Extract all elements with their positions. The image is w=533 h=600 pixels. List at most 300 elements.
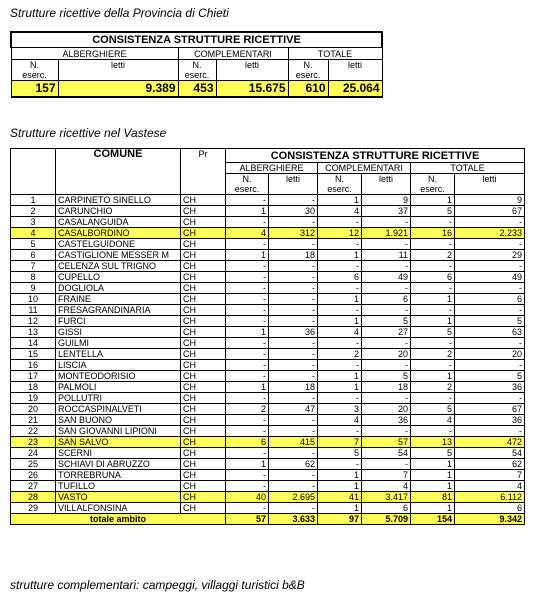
row-value: 7 <box>455 470 525 481</box>
row-value: - <box>318 459 362 470</box>
col-n: N. eserc. <box>318 174 362 195</box>
row-value: 27 <box>362 327 411 338</box>
row-index: 9 <box>11 283 56 294</box>
row-value: 4 <box>362 481 411 492</box>
row-value: - <box>269 195 318 206</box>
total-cell: 5.709 <box>362 514 411 525</box>
row-pr: CH <box>181 481 226 492</box>
row-value: 13 <box>411 437 455 448</box>
row-comune: SCERNI <box>56 448 181 459</box>
row-value: 11 <box>362 250 411 261</box>
row-value: - <box>269 371 318 382</box>
table-row <box>11 415 525 426</box>
row-pr: CH <box>181 393 226 404</box>
row-value: 29 <box>455 250 525 261</box>
row-value: 2 <box>411 250 455 261</box>
row-comune: TORREBRUNA <box>56 470 181 481</box>
row-value: - <box>455 305 525 316</box>
row-value: 1 <box>226 382 269 393</box>
col-letti: letti <box>362 174 411 195</box>
row-value: 1 <box>411 481 455 492</box>
row-index: 11 <box>11 305 56 316</box>
table-vastese <box>10 148 525 525</box>
row-value: 2 <box>411 382 455 393</box>
row-value: - <box>411 426 455 437</box>
row-pr: CH <box>181 459 226 470</box>
col-n: N. eserc. <box>288 60 328 81</box>
row-value: 1 <box>411 371 455 382</box>
col-pr-header: Pr <box>181 149 226 195</box>
row-value: - <box>226 415 269 426</box>
table-row <box>11 459 525 470</box>
row-value: 6 <box>362 294 411 305</box>
row-comune: FRAINE <box>56 294 181 305</box>
row-index: 19 <box>11 393 56 404</box>
table-row <box>11 206 525 217</box>
row-value: 2.233 <box>455 228 525 239</box>
row-value: - <box>318 261 362 272</box>
row-index: 24 <box>11 448 56 459</box>
row-value: - <box>411 239 455 250</box>
group-header: ALBERGHIERE <box>226 163 318 174</box>
row-value: - <box>362 261 411 272</box>
row-value: - <box>411 338 455 349</box>
row-value: 6 <box>318 272 362 283</box>
row-value: - <box>455 217 525 228</box>
row-value: - <box>269 426 318 437</box>
row-value: 4 <box>318 206 362 217</box>
value-cell: 610 <box>288 81 328 98</box>
row-value: - <box>269 349 318 360</box>
row-index: 16 <box>11 360 56 371</box>
row-pr: CH <box>181 470 226 481</box>
group-header: ALBERGHIERE <box>11 48 178 60</box>
col-letti: letti <box>216 60 288 81</box>
row-value: 1 <box>411 459 455 470</box>
row-comune: MONTEODORISIO <box>56 371 181 382</box>
row-value: 18 <box>269 250 318 261</box>
row-value: - <box>269 305 318 316</box>
row-index: 12 <box>11 316 56 327</box>
row-value: - <box>362 305 411 316</box>
row-value: 54 <box>455 448 525 459</box>
row-comune: CUPELLO <box>56 272 181 283</box>
row-value: - <box>411 305 455 316</box>
row-value: - <box>226 393 269 404</box>
row-value: 6 <box>411 272 455 283</box>
row-value: 312 <box>269 228 318 239</box>
row-value: 49 <box>362 272 411 283</box>
row-value: - <box>269 217 318 228</box>
col-n: N. eserc. <box>226 174 269 195</box>
row-value: - <box>269 239 318 250</box>
table-row <box>11 393 525 404</box>
row-value: - <box>318 393 362 404</box>
row-value: 5 <box>362 371 411 382</box>
row-value: 36 <box>269 327 318 338</box>
row-value: 54 <box>362 448 411 459</box>
row-value: - <box>269 338 318 349</box>
table-row <box>11 228 525 239</box>
row-value: 2 <box>226 404 269 415</box>
row-value: 5 <box>411 448 455 459</box>
row-index: 26 <box>11 470 56 481</box>
row-pr: CH <box>181 415 226 426</box>
value-cell: 453 <box>178 81 216 98</box>
row-value: - <box>226 360 269 371</box>
row-value: - <box>455 338 525 349</box>
row-comune: POLLUTRI <box>56 393 181 404</box>
row-index: 20 <box>11 404 56 415</box>
col-comune-header: COMUNE <box>56 149 181 195</box>
row-value: - <box>362 459 411 470</box>
table-row <box>11 316 525 327</box>
row-pr: CH <box>181 272 226 283</box>
table-row <box>11 349 525 360</box>
row-value: - <box>318 239 362 250</box>
row-comune: CASALANGUIDA <box>56 217 181 228</box>
row-value: 12 <box>318 228 362 239</box>
row-pr: CH <box>181 437 226 448</box>
row-comune: GUILMI <box>56 338 181 349</box>
row-value: 37 <box>362 206 411 217</box>
row-value: - <box>318 426 362 437</box>
row-comune: LISCIA <box>56 360 181 371</box>
row-index: 28 <box>11 492 56 503</box>
row-index: 25 <box>11 459 56 470</box>
row-value: 4 <box>318 415 362 426</box>
table-row <box>11 195 525 206</box>
total-cell: 9.342 <box>455 514 525 525</box>
row-value: 1 <box>318 371 362 382</box>
row-pr: CH <box>181 305 226 316</box>
row-value: 5 <box>362 316 411 327</box>
col-n: N. eserc. <box>178 60 216 81</box>
row-value: 2.695 <box>269 492 318 503</box>
row-value: 3 <box>318 404 362 415</box>
row-value: 1 <box>411 503 455 514</box>
totals-row <box>11 81 382 98</box>
row-value: - <box>269 415 318 426</box>
value-cell: 9.389 <box>58 81 178 98</box>
row-value: - <box>362 426 411 437</box>
row-comune: CASALBORDINO <box>56 228 181 239</box>
table-row <box>11 426 525 437</box>
row-comune: SAN GIOVANNI LIPIONI <box>56 426 181 437</box>
row-value: 81 <box>411 492 455 503</box>
row-value: 62 <box>455 459 525 470</box>
row-pr: CH <box>181 217 226 228</box>
caption-vastese: Strutture ricettive nel Vastese <box>10 126 167 140</box>
row-comune: SAN SALVO <box>56 437 181 448</box>
row-value: - <box>411 283 455 294</box>
table-row <box>11 305 525 316</box>
row-pr: CH <box>181 316 226 327</box>
row-value: 41 <box>318 492 362 503</box>
row-index: 21 <box>11 415 56 426</box>
row-value: - <box>269 503 318 514</box>
row-pr: CH <box>181 426 226 437</box>
row-value: - <box>226 261 269 272</box>
table-row <box>11 283 525 294</box>
row-value: - <box>269 448 318 459</box>
row-value: - <box>318 360 362 371</box>
row-value: - <box>226 283 269 294</box>
row-value: 40 <box>226 492 269 503</box>
total-label: totale ambito <box>11 514 226 525</box>
row-value: - <box>226 316 269 327</box>
row-comune: FURCI <box>56 316 181 327</box>
row-value: 6 <box>455 503 525 514</box>
row-index: 13 <box>11 327 56 338</box>
row-value: 1 <box>318 294 362 305</box>
table-row <box>11 448 525 459</box>
table-row <box>11 470 525 481</box>
row-value: - <box>226 294 269 305</box>
table-row <box>11 382 525 393</box>
row-value: 1 <box>318 195 362 206</box>
row-comune: PALMOLI <box>56 382 181 393</box>
row-comune: ROCCASPINALVETI <box>56 404 181 415</box>
table-title: CONSISTENZA STRUTTURE RICETTIVE <box>226 149 525 163</box>
row-value: 20 <box>455 349 525 360</box>
row-value: 63 <box>455 327 525 338</box>
table-row <box>11 437 525 448</box>
row-value: - <box>455 426 525 437</box>
row-value: - <box>411 393 455 404</box>
row-comune: CARUNCHIO <box>56 206 181 217</box>
row-value: 5 <box>455 316 525 327</box>
total-cell: 97 <box>318 514 362 525</box>
row-pr: CH <box>181 338 226 349</box>
row-pr: CH <box>181 448 226 459</box>
row-pr: CH <box>181 360 226 371</box>
row-pr: CH <box>181 261 226 272</box>
row-value: - <box>269 272 318 283</box>
row-index: 15 <box>11 349 56 360</box>
row-value: 1 <box>318 503 362 514</box>
col-letti: letti <box>58 60 178 81</box>
row-value: 16 <box>411 228 455 239</box>
col-n: N. eserc. <box>411 174 455 195</box>
row-value: 6 <box>226 437 269 448</box>
row-value: - <box>226 426 269 437</box>
row-pr: CH <box>181 371 226 382</box>
row-value: 1 <box>226 206 269 217</box>
row-value: - <box>455 360 525 371</box>
row-value: 30 <box>269 206 318 217</box>
row-value: - <box>226 195 269 206</box>
row-pr: CH <box>181 283 226 294</box>
row-index: 6 <box>11 250 56 261</box>
table-title: CONSISTENZA STRUTTURE RICETTIVE <box>11 32 382 48</box>
total-cell: 154 <box>411 514 455 525</box>
row-index: 23 <box>11 437 56 448</box>
group-header: TOTALE <box>288 48 382 60</box>
row-index: 22 <box>11 426 56 437</box>
row-value: 5 <box>318 448 362 459</box>
row-value: 6 <box>455 294 525 305</box>
row-value: - <box>455 239 525 250</box>
row-comune: VILLALFONSINA <box>56 503 181 514</box>
row-value: - <box>411 360 455 371</box>
row-value: - <box>455 393 525 404</box>
row-value: 1 <box>318 481 362 492</box>
row-value: 3.417 <box>362 492 411 503</box>
col-letti: letti <box>328 60 382 81</box>
row-pr: CH <box>181 195 226 206</box>
table-row <box>11 294 525 305</box>
row-value: 4 <box>226 228 269 239</box>
row-value: 1 <box>411 316 455 327</box>
value-cell: 15.675 <box>216 81 288 98</box>
row-value: 1 <box>318 470 362 481</box>
table-row <box>11 371 525 382</box>
total-cell: 57 <box>226 514 269 525</box>
row-pr: CH <box>181 492 226 503</box>
table-row <box>11 250 525 261</box>
row-value: - <box>226 338 269 349</box>
row-value: 7 <box>362 470 411 481</box>
row-value: - <box>269 294 318 305</box>
row-value: 1 <box>318 316 362 327</box>
row-value: 1 <box>318 382 362 393</box>
row-pr: CH <box>181 349 226 360</box>
row-value: 6 <box>362 503 411 514</box>
row-value: 2 <box>411 349 455 360</box>
row-value: - <box>411 261 455 272</box>
footnote: strutture complementari: campeggi, villaggi turistici b&B <box>10 578 305 592</box>
table-row <box>11 492 525 503</box>
row-value: 36 <box>455 382 525 393</box>
row-index: 18 <box>11 382 56 393</box>
row-pr: CH <box>181 239 226 250</box>
row-value: 5 <box>455 371 525 382</box>
table-row <box>11 272 525 283</box>
row-value: 9 <box>455 195 525 206</box>
col-n: N. eserc. <box>11 60 58 81</box>
row-pr: CH <box>181 294 226 305</box>
col-letti: letti <box>455 174 525 195</box>
row-value: 472 <box>455 437 525 448</box>
row-value: 1 <box>226 459 269 470</box>
row-value: 1 <box>318 250 362 261</box>
row-comune: CASTIGLIONE MESSER M <box>56 250 181 261</box>
row-comune: LENTELLA <box>56 349 181 360</box>
table-row <box>11 360 525 371</box>
row-value: - <box>269 261 318 272</box>
row-value: 1 <box>411 294 455 305</box>
row-value: 57 <box>362 437 411 448</box>
row-value: 67 <box>455 206 525 217</box>
row-index: 5 <box>11 239 56 250</box>
row-pr: CH <box>181 250 226 261</box>
row-value: - <box>226 371 269 382</box>
row-comune: FRESAGRANDINARIA <box>56 305 181 316</box>
row-value: 6.112 <box>455 492 525 503</box>
group-header: TOTALE <box>411 163 525 174</box>
row-comune: SCHIAVI DI ABRUZZO <box>56 459 181 470</box>
row-value: - <box>455 261 525 272</box>
row-value: - <box>318 283 362 294</box>
row-comune: GISSI <box>56 327 181 338</box>
row-value: 47 <box>269 404 318 415</box>
table-row <box>11 261 525 272</box>
row-value: 20 <box>362 349 411 360</box>
value-cell: 25.064 <box>328 81 382 98</box>
row-value: 1 <box>411 195 455 206</box>
row-value: - <box>362 283 411 294</box>
row-value: 5 <box>411 327 455 338</box>
row-value: 36 <box>362 415 411 426</box>
row-comune: CARPINETO SINELLO <box>56 195 181 206</box>
row-index: 3 <box>11 217 56 228</box>
row-value: 9 <box>362 195 411 206</box>
row-index: 27 <box>11 481 56 492</box>
row-comune: DOGLIOLA <box>56 283 181 294</box>
table-row <box>11 327 525 338</box>
row-value: - <box>226 349 269 360</box>
row-comune: CASTELGUIDONE <box>56 239 181 250</box>
row-pr: CH <box>181 503 226 514</box>
row-index: 4 <box>11 228 56 239</box>
row-value: - <box>226 272 269 283</box>
row-value: - <box>226 239 269 250</box>
value-cell: 157 <box>11 81 58 98</box>
table-row <box>11 239 525 250</box>
row-value: - <box>362 217 411 228</box>
row-comune: VASTO <box>56 492 181 503</box>
row-pr: CH <box>181 404 226 415</box>
caption-provincia: Strutture ricettive della Provincia di Chieti <box>10 6 229 20</box>
row-value: 20 <box>362 404 411 415</box>
row-value: 4 <box>411 415 455 426</box>
row-value: - <box>226 448 269 459</box>
row-value: - <box>226 470 269 481</box>
row-value: 1 <box>226 250 269 261</box>
total-cell: 3.633 <box>269 514 318 525</box>
row-value: - <box>226 305 269 316</box>
row-value: 18 <box>362 382 411 393</box>
row-value: 49 <box>455 272 525 283</box>
row-value: - <box>362 393 411 404</box>
row-index: 29 <box>11 503 56 514</box>
row-comune: TUFILLO <box>56 481 181 492</box>
row-value: 67 <box>455 404 525 415</box>
row-pr: CH <box>181 327 226 338</box>
row-index: 2 <box>11 206 56 217</box>
row-value: - <box>362 239 411 250</box>
row-pr: CH <box>181 206 226 217</box>
row-value: - <box>269 481 318 492</box>
row-value: - <box>226 217 269 228</box>
row-value: 5 <box>411 404 455 415</box>
row-index: 8 <box>11 272 56 283</box>
row-index: 10 <box>11 294 56 305</box>
row-value: - <box>269 283 318 294</box>
group-header: COMPLEMENTARI <box>178 48 288 60</box>
col-index-header <box>11 149 56 195</box>
row-value: - <box>269 393 318 404</box>
row-pr: CH <box>181 228 226 239</box>
row-value: 7 <box>318 437 362 448</box>
table-row <box>11 481 525 492</box>
table-row <box>11 217 525 228</box>
row-value: 415 <box>269 437 318 448</box>
table-row <box>11 404 525 415</box>
row-value: - <box>362 338 411 349</box>
row-value: - <box>269 360 318 371</box>
